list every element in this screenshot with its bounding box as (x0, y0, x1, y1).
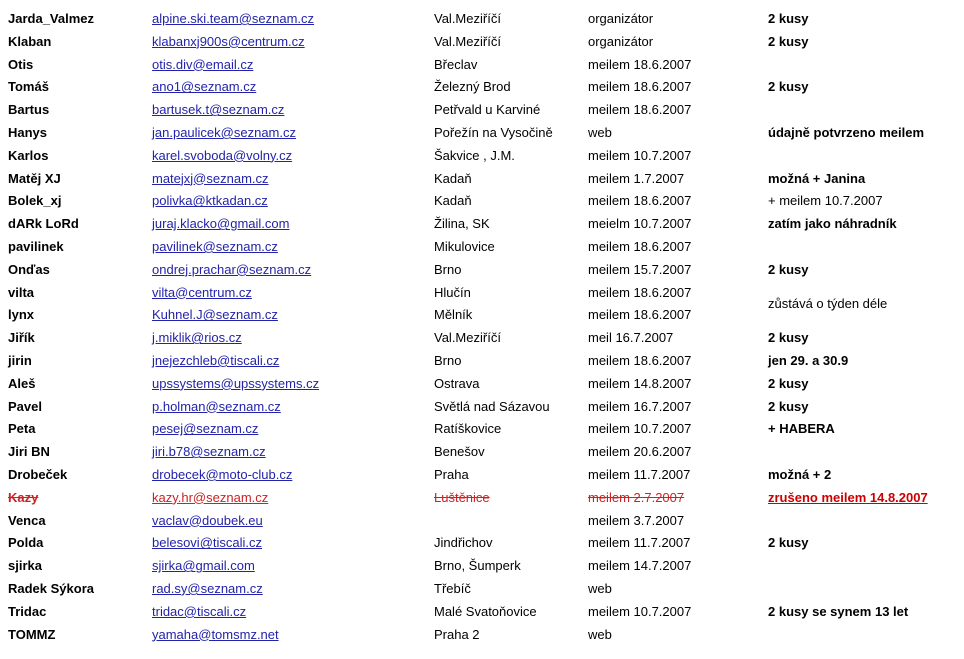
city-cell: Jindřichov (434, 535, 493, 551)
table-row (8, 555, 964, 578)
contact-method-cell: web (588, 124, 612, 140)
contact-method-cell: meilem 14.8.2007 (588, 375, 692, 391)
city-cell: Benešov (434, 444, 485, 460)
contact-method-cell: organizátor (588, 33, 654, 49)
email-link[interactable]: Kuhnel.J@seznam.cz (152, 307, 278, 323)
note-cell: + meilem 10.7.2007 (768, 193, 883, 209)
contact-method-cell: web (588, 626, 612, 642)
note-cell: 2 kusy (768, 79, 809, 95)
note-cell (768, 54, 964, 77)
email-link[interactable]: kazy.hr@seznam.cz (152, 489, 269, 505)
participant-name: Venca (8, 512, 46, 528)
note-cell: 2 kusy (768, 375, 809, 391)
note-cell: 2 kusy (768, 398, 809, 414)
note-cell: zůstává o týden déle (768, 295, 888, 311)
table-row (8, 8, 964, 31)
email-link[interactable]: jan.paulicek@seznam.cz (152, 124, 296, 140)
contact-method-cell: meilem 10.7.2007 (588, 147, 692, 163)
city-cell: Třebíč (434, 580, 471, 596)
note-cell: 2 kusy (768, 535, 809, 551)
table-row (8, 99, 964, 122)
email-link[interactable]: vaclav@doubek.eu (152, 512, 263, 528)
note-cell: možná + 2 (768, 466, 832, 482)
table-row (8, 236, 964, 259)
table-row (8, 168, 964, 191)
city-cell: Mikulovice (434, 238, 495, 254)
contact-method-cell: meilem 18.6.2007 (588, 79, 692, 95)
participant-name: Tridac (8, 603, 47, 619)
city-cell: Malé Svatoňovice (434, 603, 537, 619)
table-row (8, 76, 964, 99)
participant-name: Aleš (8, 375, 36, 391)
city-cell: Břeclav (434, 56, 478, 72)
participant-name: Onďas (8, 261, 50, 277)
table-row (8, 487, 964, 510)
email-link[interactable]: juraj.klacko@gmail.com (152, 216, 290, 232)
email-link[interactable]: p.holman@seznam.cz (152, 398, 281, 414)
email-link[interactable]: rad.sy@seznam.cz (152, 580, 263, 596)
participant-name: Jiřík (8, 330, 35, 346)
contact-method-cell: meielm 10.7.2007 (588, 216, 692, 232)
note-cell: údajně potvrzeno meilem (768, 124, 925, 140)
table-row (8, 259, 964, 282)
city-cell: Petřvald u Karviné (434, 102, 541, 118)
email-link[interactable]: polivka@ktkadan.cz (152, 193, 268, 209)
participant-name: Polda (8, 535, 44, 551)
contact-method-cell: meilem 1.7.2007 (588, 170, 685, 186)
participant-name: lynx (8, 307, 35, 323)
contact-method-cell: meilem 18.6.2007 (588, 193, 692, 209)
participant-name: Matěj XJ (8, 170, 61, 186)
table-row (8, 532, 964, 555)
contact-method-cell: meilem 18.6.2007 (588, 284, 692, 300)
contact-method-cell: meil 16.7.2007 (588, 330, 674, 346)
participants-table (8, 8, 964, 646)
contact-method-cell: web (588, 580, 612, 596)
participant-name: Klaban (8, 33, 52, 49)
city-cell: Hlučín (434, 284, 471, 300)
city-cell: Brno (434, 261, 462, 277)
city-cell: Val.Meziříčí (434, 330, 501, 346)
table-row (8, 145, 964, 168)
contact-method-cell: meilem 16.7.2007 (588, 398, 692, 414)
note-cell: zatím jako náhradník (768, 216, 897, 232)
email-link[interactable]: yamaha@tomsmz.net (152, 626, 279, 642)
note-cell: 2 kusy (768, 33, 809, 49)
contact-method-cell: meilem 10.7.2007 (588, 421, 692, 437)
participant-name: Tomáš (8, 79, 49, 95)
city-cell: Ratíškovice (434, 421, 502, 437)
note-cell: jen 29. a 30.9 (768, 352, 849, 368)
table-row (8, 464, 964, 487)
email-link[interactable]: karel.svoboda@volny.cz (152, 147, 293, 163)
city-cell: Kadaň (434, 193, 472, 209)
table-row (8, 190, 964, 213)
email-link[interactable]: j.miklik@rios.cz (152, 330, 242, 346)
contact-method-cell: meilem 20.6.2007 (588, 444, 692, 460)
participant-name: Hanys (8, 124, 48, 140)
table-row (8, 350, 964, 373)
note-cell (768, 236, 964, 259)
city-cell: Železný Brod (434, 79, 511, 95)
city-cell: Ostrava (434, 375, 480, 391)
table-row (8, 213, 964, 236)
note-cell: 2 kusy (768, 261, 809, 277)
participant-name: sjirka (8, 558, 42, 574)
city-cell (434, 510, 588, 533)
contact-method-cell: meilem 15.7.2007 (588, 261, 692, 277)
table-row (8, 624, 964, 647)
note-cell (768, 624, 964, 647)
participant-name: TOMMZ (8, 626, 56, 642)
city-cell: Praha (434, 466, 469, 482)
table-row (8, 373, 964, 396)
city-cell: Val.Meziříčí (434, 33, 501, 49)
contact-method-cell: meilem 18.6.2007 (588, 352, 692, 368)
participant-name: Jiri BN (8, 444, 50, 460)
table-row (8, 31, 964, 54)
participant-name: pavilinek (8, 238, 64, 254)
table-row (8, 510, 964, 533)
note-cell: 2 kusy (768, 11, 809, 26)
city-cell: Šakvice , J.M. (434, 147, 515, 163)
note-cell: 2 kusy (768, 330, 809, 346)
note-cell (768, 510, 964, 533)
table-row (8, 418, 964, 441)
contact-method-cell: meilem 3.7.2007 (588, 512, 685, 528)
city-cell: Brno (434, 352, 462, 368)
note-cell: zrušeno meilem 14.8.2007 (768, 489, 928, 505)
email-link[interactable]: alpine.ski.team@seznam.cz (152, 11, 315, 26)
note-cell: + HABERA (768, 421, 835, 437)
city-cell: Žilina, SK (434, 216, 490, 232)
contact-method-cell: meilem 18.6.2007 (588, 307, 692, 323)
participant-name: Karlos (8, 147, 49, 163)
city-cell: Pořežín na Vysočině (434, 124, 553, 140)
note-cell (768, 145, 964, 168)
table-row (8, 327, 964, 350)
participant-name: vilta (8, 284, 35, 300)
table-row (8, 54, 964, 77)
contact-method-cell: meilem 18.6.2007 (588, 238, 692, 254)
participant-name: Pavel (8, 398, 42, 414)
contact-method-cell: meilem 2.7.2007 (588, 489, 685, 505)
note-cell (768, 99, 964, 122)
email-link[interactable]: sjirka@gmail.com (152, 558, 255, 574)
contact-method-cell: organizátor (588, 11, 654, 26)
table-row (8, 441, 964, 464)
participant-name: Radek Sýkora (8, 580, 94, 596)
email-link[interactable]: jiri.b78@seznam.cz (152, 444, 266, 460)
email-link[interactable]: belesovi@tiscali.cz (152, 535, 263, 551)
contact-method-cell: meilem 11.7.2007 (588, 535, 691, 551)
email-link[interactable]: drobecek@moto-club.cz (152, 466, 293, 482)
email-link[interactable]: tridac@tiscali.cz (152, 603, 247, 619)
email-link[interactable]: vilta@centrum.cz (152, 284, 252, 300)
city-cell: Luštěnice (434, 489, 490, 505)
city-cell: Světlá nad Sázavou (434, 398, 550, 414)
email-link[interactable]: pavilinek@seznam.cz (152, 238, 278, 254)
email-link[interactable]: bartusek.t@seznam.cz (152, 102, 285, 118)
contact-method-cell: meilem 11.7.2007 (588, 466, 691, 482)
note-cell: 2 kusy se synem 13 let (768, 603, 909, 619)
table-row (8, 601, 964, 624)
table-row (8, 578, 964, 601)
table-row (8, 396, 964, 419)
participant-name: Bolek_xj (8, 193, 62, 209)
email-link[interactable]: klabanxj900s@centrum.cz (152, 33, 305, 49)
email-link[interactable]: upssystems@upssystems.cz (152, 375, 320, 391)
participant-name: jirin (8, 352, 32, 368)
participant-name: Bartus (8, 102, 50, 118)
email-link[interactable]: pesej@seznam.cz (152, 421, 259, 437)
table-row (8, 282, 964, 311)
email-link[interactable]: otis.div@email.cz (152, 56, 254, 72)
participant-name: Kazy (8, 489, 39, 505)
participant-name: Otis (8, 56, 34, 72)
city-cell: Val.Meziříčí (434, 11, 501, 26)
email-link[interactable]: matejxj@seznam.cz (152, 170, 269, 186)
participant-name: dARk LoRd (8, 216, 79, 232)
city-cell: Praha 2 (434, 626, 480, 642)
email-link[interactable]: ano1@seznam.cz (152, 79, 257, 95)
note-cell (768, 441, 964, 464)
participant-name: Peta (8, 421, 36, 437)
city-cell: Mělník (434, 307, 473, 323)
note-cell (768, 578, 964, 601)
contact-method-cell: meilem 10.7.2007 (588, 603, 692, 619)
participant-name: Jarda_Valmez (8, 11, 95, 26)
city-cell: Kadaň (434, 170, 472, 186)
contact-method-cell: meilem 18.6.2007 (588, 56, 692, 72)
email-link[interactable]: jnejezchleb@tiscali.cz (152, 352, 280, 368)
contact-method-cell: meilem 18.6.2007 (588, 102, 692, 118)
table-row (8, 122, 964, 145)
email-link[interactable]: ondrej.prachar@seznam.cz (152, 261, 312, 277)
note-cell (768, 555, 964, 578)
note-cell: možná + Janina (768, 170, 866, 186)
contact-method-cell: meilem 14.7.2007 (588, 558, 692, 574)
participant-name: Drobeček (8, 466, 68, 482)
city-cell: Brno, Šumperk (434, 558, 521, 574)
